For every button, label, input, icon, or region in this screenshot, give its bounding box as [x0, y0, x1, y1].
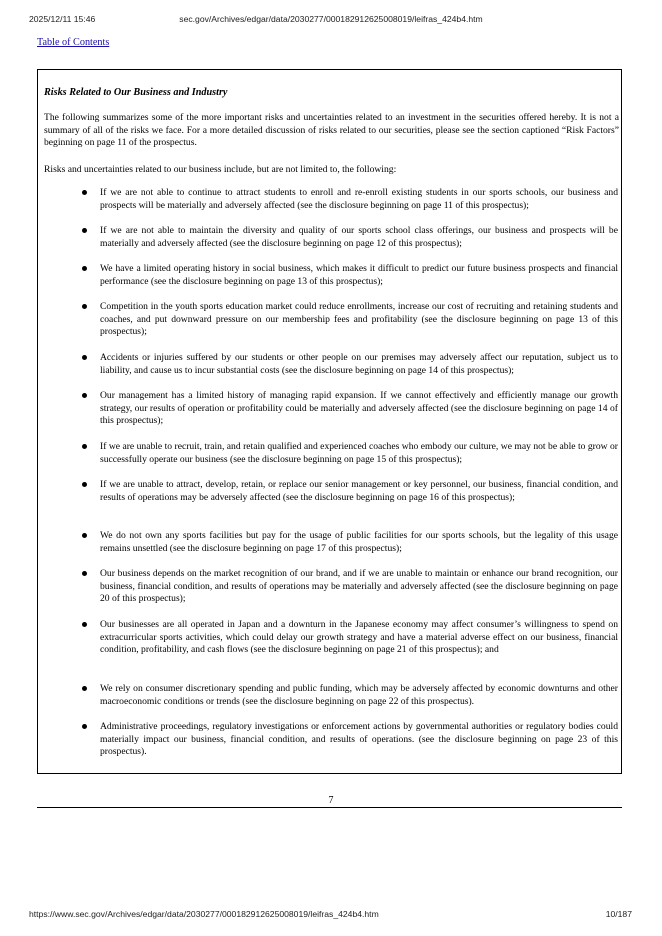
- print-url: sec.gov/Archives/edgar/data/2030277/000182912625008019/leifras_424b4.htm: [179, 14, 483, 24]
- bullet-icon: [82, 444, 87, 449]
- bullet-icon: [82, 622, 87, 627]
- list-item-text: Accidents or injuries suffered by our students or other people on our premises may adversely affect our reputation, subject us to liability, and cause us to incur substantial costs (see the disclosure beginning on page 14 of this prospectus);: [100, 352, 618, 376]
- page-divider: [37, 807, 622, 808]
- bullet-icon: [82, 266, 87, 271]
- list-item-text: Our business depends on the market recognition of our brand, and if we are unable to maintain or enhance our brand recognition, our business, financial condition, and results of operations may be materially and adversely affected (see the disclosure beginning on page 20 of this prospectus);: [100, 568, 618, 605]
- bullet-icon: [82, 355, 87, 360]
- bullet-icon: [82, 482, 87, 487]
- footer-page-count: 10/187: [605, 909, 632, 919]
- list-item-text: We have a limited operating history in social business, which makes it difficult to predict our future business prospects and financial performance (see the disclosure beginning on page 13 of this prospectus);: [100, 263, 618, 287]
- page-number: 7: [328, 795, 334, 806]
- risk-summary-box: [37, 69, 622, 774]
- table-of-contents-link[interactable]: Table of Contents: [37, 37, 110, 48]
- bullet-icon: [82, 724, 87, 729]
- bullet-icon: [82, 190, 87, 195]
- footer-url: https://www.sec.gov/Archives/edgar/data/2030277/000182912625008019/leifras_424b4.htm: [29, 909, 379, 919]
- list-item-text: We do not own any sports facilities but pay for the usage of public facilities for our sports schools, but the legality of this usage remains unsettled (see the disclosure beginning on page 17 of this prospectus);: [100, 530, 618, 554]
- bullet-icon: [82, 228, 87, 233]
- list-item-text: If we are unable to attract, develop, retain, or replace our senior management or key personnel, our business, financial condition, and results of operations may be adversely affected (see the disclosure beginning on page 16 of this prospectus);: [100, 479, 618, 503]
- intro-paragraph: The following summarizes some of the more important risks and uncertainties related to an investment in the securities offered hereby. It is not a summary of all of the risks we face. For a more detailed discussion of risks related to our securities, please see the section captioned “Risk Factors” beginning on page 11 of the prospectus.: [44, 112, 619, 149]
- list-item-text: We rely on consumer discretionary spending and public funding, which may be adversely affected by economic downturns and other macroeconomic conditions or trends (see the disclosure beginning on page 22 of this prospectus).: [100, 683, 618, 707]
- bullet-icon: [82, 393, 87, 398]
- list-item-text: If we are not able to maintain the diversity and quality of our sports school class offerings, our business and prospects will be materially and adversely affected (see the disclosure beginning on page 12 of this prospectus);: [100, 225, 618, 249]
- list-item-text: If we are not able to continue to attract students to enroll and re-enroll existing students in our sports schools, our business and prospects will be materially and adversely affected (see the disclosure beginning on page 11 of this prospectus);: [100, 187, 618, 211]
- lead-paragraph: Risks and uncertainties related to our business include, but are not limited to, the following:: [44, 164, 397, 175]
- bullet-icon: [82, 533, 87, 538]
- list-item-text: Competition in the youth sports education market could reduce enrollments, increase our cost of recruiting and retaining students and coaches, and put downward pressure on our membership fees and profitability (see the disclosure beginning on page 13 of this prospectus);: [100, 301, 618, 338]
- list-item-text: Our businesses are all operated in Japan and a downturn in the Japanese economy may affect consumer’s willingness to spend on extracurricular sports activities, which could delay our growth strategy and have a material adverse effect on our business, financial condition, profitability, and cash flows (see the disclosure beginning on page 21 of this prospectus); and: [100, 619, 618, 656]
- bullet-icon: [82, 571, 87, 576]
- section-heading: Risks Related to Our Business and Industry: [44, 87, 228, 98]
- bullet-icon: [82, 304, 87, 309]
- print-datetime: 2025/12/11 15:46: [29, 14, 96, 24]
- list-item-text: Administrative proceedings, regulatory investigations or enforcement actions by governmental authorities or regulatory bodies could materially impact our business, financial condition, and results of operations. (see the disclosure beginning on page 23 of this prospectus).: [100, 721, 618, 758]
- list-item-text: If we are unable to recruit, train, and retain qualified and experienced coaches who embody our culture, we may not be able to grow or successfully operate our business (see the disclosure beginning on page 15 of this prospectus);: [100, 441, 618, 465]
- list-item-text: Our management has a limited history of managing rapid expansion. If we cannot effectively and efficiently manage our growth strategy, our results of operation or profitability could be materially and adversely affected (see the disclosure beginning on page 14 of this prospectus);: [100, 390, 618, 427]
- bullet-icon: [82, 686, 87, 691]
